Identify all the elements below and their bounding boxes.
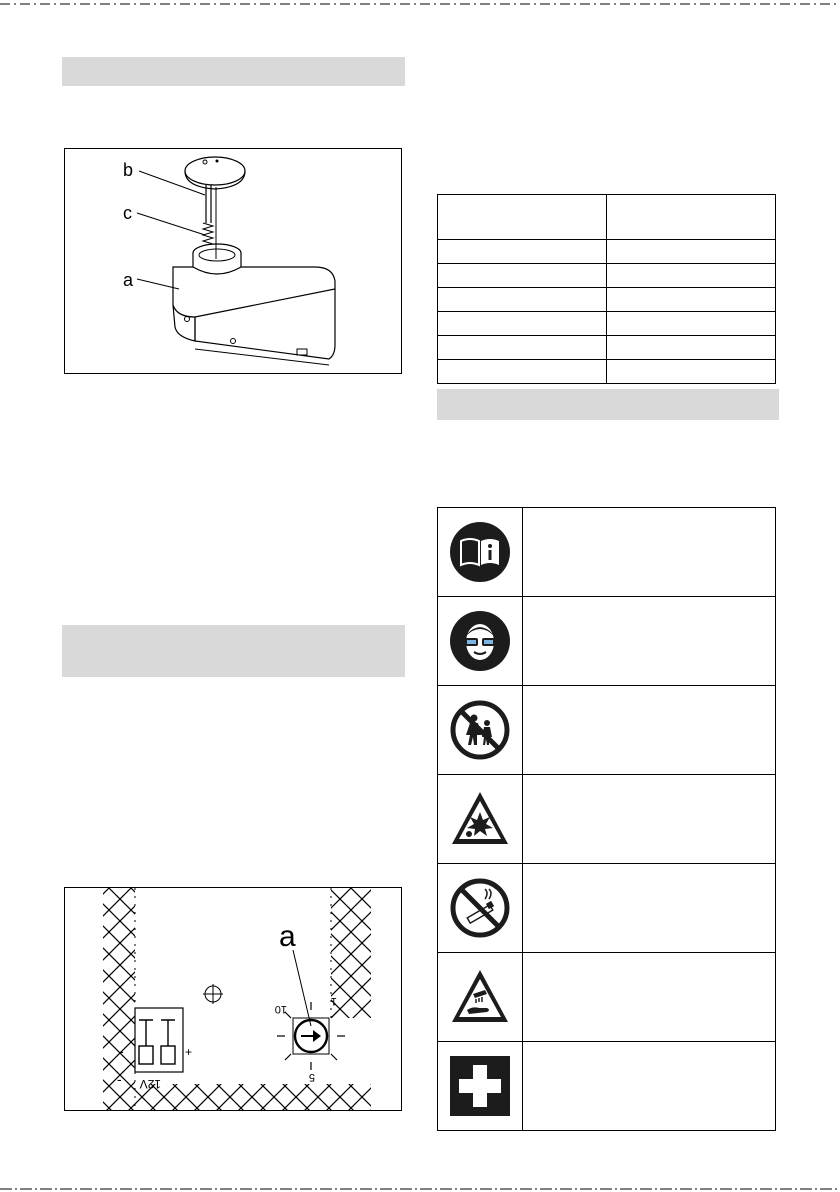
read-manual-icon xyxy=(449,521,511,583)
table-header-row xyxy=(438,195,776,240)
table-cell xyxy=(607,264,776,288)
figure-control-board xyxy=(64,887,402,1111)
safety-text xyxy=(522,775,775,864)
table-cell xyxy=(607,336,776,360)
dial-mark-min: 1 xyxy=(330,995,337,1007)
section-header-safety xyxy=(437,389,779,420)
figure-label-c: c xyxy=(123,203,132,223)
list-item xyxy=(438,775,776,864)
terminal-minus-label: - xyxy=(119,1043,124,1059)
first-aid-icon xyxy=(449,1055,511,1117)
dial-mark-mid: 5 xyxy=(308,1071,315,1083)
table-cell xyxy=(607,288,776,312)
corrosive-warning-icon xyxy=(449,966,511,1028)
safety-text xyxy=(522,686,775,775)
dial-mark-max: 10 xyxy=(274,1003,287,1015)
list-item xyxy=(438,1042,776,1131)
table-cell xyxy=(607,195,776,240)
no-smoking-icon xyxy=(449,877,511,939)
eye-protection-icon xyxy=(449,610,511,672)
keep-children-away-icon xyxy=(449,699,511,761)
safety-text xyxy=(522,953,775,1042)
table-row xyxy=(438,264,776,288)
table-cell xyxy=(607,312,776,336)
list-item xyxy=(438,686,776,775)
list-item xyxy=(438,953,776,1042)
table-cell xyxy=(438,288,607,312)
table-cell xyxy=(607,360,776,384)
explosion-warning-icon xyxy=(449,788,511,850)
table-row xyxy=(438,288,776,312)
table-cell xyxy=(438,264,607,288)
table-row xyxy=(438,312,776,336)
list-item xyxy=(438,864,776,953)
safety-text xyxy=(522,508,775,597)
table-row xyxy=(438,240,776,264)
figure-label-a: a xyxy=(123,270,134,290)
list-item xyxy=(438,597,776,686)
table-cell xyxy=(438,240,607,264)
voltage-label: 12V xyxy=(139,1077,161,1091)
figure-reservoir xyxy=(64,148,402,374)
safety-text xyxy=(522,597,775,686)
table-cell xyxy=(607,240,776,264)
bottom-border-line xyxy=(0,1186,840,1192)
table-cell xyxy=(438,312,607,336)
section-header-battery xyxy=(62,57,405,86)
table-cell xyxy=(438,195,607,240)
figure-label-a-dial: a xyxy=(279,920,296,953)
top-border-line xyxy=(0,0,840,8)
table-row xyxy=(438,336,776,360)
bottom-minus-label: - xyxy=(117,1071,122,1087)
list-item xyxy=(438,508,776,597)
table-row xyxy=(438,360,776,384)
terminal-plus-label: + xyxy=(185,1045,193,1059)
figure-label-b: b xyxy=(123,160,134,180)
safety-text xyxy=(522,864,775,953)
safety-text xyxy=(522,1042,775,1131)
section-header-adjustment xyxy=(62,625,405,677)
safety-symbols-table xyxy=(437,507,776,1131)
table-cell xyxy=(438,336,607,360)
table-cell xyxy=(438,360,607,384)
spec-table xyxy=(437,194,776,384)
